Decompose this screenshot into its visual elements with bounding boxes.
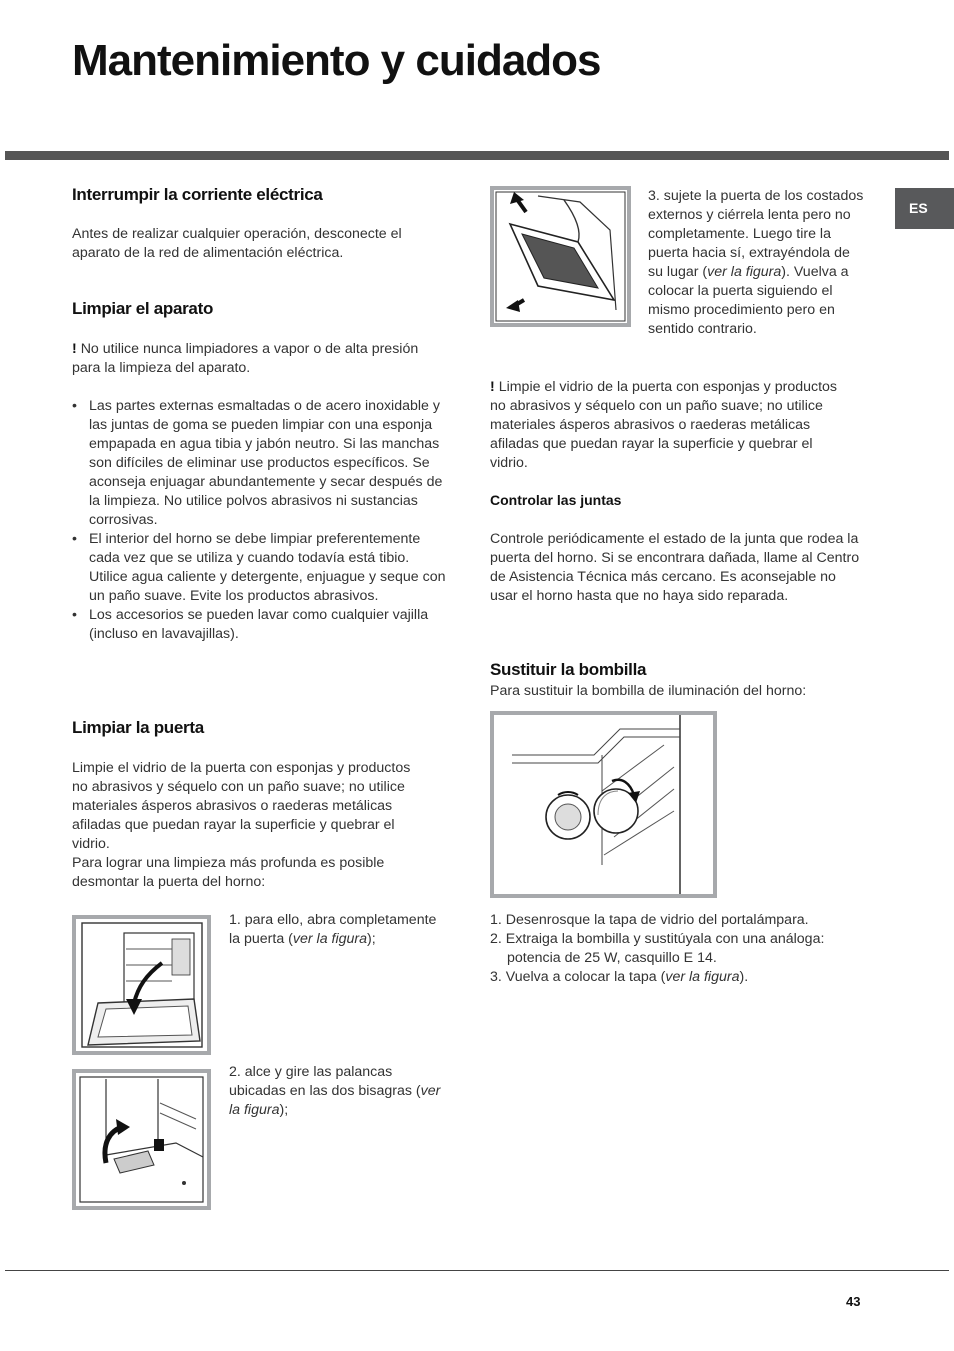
warning-glass: [490, 378, 846, 473]
paragraph-door-deep: Para lograr una limpieza más profunda es posible desmontar la puerta del horno:: [72, 855, 385, 890]
language-tab: ES: [895, 188, 954, 229]
heading-bulb: Sustituir la bombilla: [490, 660, 647, 679]
open-door-icon: [76, 919, 207, 1051]
step-2-text: 2. alce y gire las palancas ubicadas en las dos bisagras (: [229, 1064, 421, 1099]
warning-steam: [72, 340, 422, 378]
paragraph-seals: Controle periódicamente el estado de la junta que rodea la puerta del horno. Si se encontrara dañada, llame al Centro de Asistencia Técnica más cercano. Es aconsejable no usar el horno hasta que no haya sido reparada.: [490, 531, 860, 604]
paragraph-power: Antes de realizar cualquier operación, desconecte el aparato de la red de alimentación eléctrica.: [72, 226, 402, 261]
step-1: [229, 911, 444, 949]
warning-glass-text: Limpie el vidrio de la puerta con esponjas y productos no abrasivos y séquelo con un paño suave; no utilice materiales ásperos abrasivos o raederas metálicas afiladas que puedan rayar la superficie y quebrar el vidrio.: [490, 379, 838, 471]
hinge-lever-icon: [76, 1073, 207, 1206]
list-item: [490, 968, 866, 987]
list-item: • Las partes externas esmaltadas o de acero inoxidable y las juntas de goma se pueden limpiar con una esponja empapada en agua tibia y jabón neutro. Si las manchas son difíciles de eliminar use productos específicos. Se aconseja enjuagar abundantemente y secar después de la limpieza. No utilice polvos abrasivos ni sustancias corrosivas.: [72, 397, 446, 530]
list-item: 2. Extraiga la bombilla y sustitúyala con una análoga: potencia de 25 W, casquillo E 14.: [490, 931, 825, 966]
step-2-ref: ver la figura: [229, 1083, 441, 1118]
bulb-cover-icon: [494, 715, 713, 894]
footer-rule: [5, 1270, 949, 1271]
bulb-step-3-end: ).: [739, 969, 749, 985]
bulb-step-3-text: 3. Vuelva a colocar la tapa (: [490, 969, 666, 985]
step-1-end: );: [367, 931, 376, 947]
page-number: 43: [846, 1294, 861, 1309]
step-1-text: 1. para ello, abra completamente la puerta (: [229, 912, 437, 947]
bulb-step-3-ref: ver la figura: [665, 969, 740, 985]
step-1-ref: ver la figura: [292, 931, 368, 947]
step-3-ref: ver la figura: [707, 264, 782, 280]
remove-door-icon: [494, 190, 627, 323]
heading-power: Interrumpir la corriente eléctrica: [72, 185, 323, 204]
list-item: • El interior del horno se debe limpiar preferentemente cada vez que se utiliza y cuando todavía está tibio. Utilice agua caliente y detergente, enjuague y seque con un paño suave. Evite los productos abrasivos.: [72, 530, 446, 606]
list-item: • Los accesorios se pueden lavar como cualquier vajilla (incluso en lavavajillas).: [72, 606, 446, 644]
paragraph-bulb: Para sustituir la bombilla de iluminación del horno:: [490, 683, 807, 699]
step-2-end: );: [279, 1102, 289, 1118]
step-3-end: ). Vuelva a colocar la puerta siguiendo el mismo procedimiento pero en sentido contrario.: [648, 264, 849, 337]
figure-remove-door: [490, 186, 631, 327]
step-3: [648, 187, 864, 339]
bulb-steps: [490, 911, 866, 987]
header-rule: [5, 151, 949, 160]
warning-steam-text: No utilice nunca limpiadores a vapor o de alta presión para la limpieza del aparato.: [72, 341, 419, 376]
paragraph-door: Limpie el vidrio de la puerta con esponjas y productos no abrasivos y séquelo con un paño suave; no utilice materiales ásperos abrasivos o raederas metálicas afiladas que puedan rayar la superficie y quebrar el vidrio.: [72, 760, 411, 852]
warning-mark: !: [490, 379, 495, 395]
list-item: 1. Desenrosque la tapa de vidrio del portalámpara.: [490, 912, 809, 928]
page-title: Mantenimiento y cuidados: [72, 36, 601, 85]
step-2: [229, 1063, 444, 1120]
heading-seals: Controlar las juntas: [490, 492, 622, 508]
figure-open-door: [72, 915, 211, 1055]
figure-hinge-lever: [72, 1069, 211, 1210]
heading-clean-appliance: Limpiar el aparato: [72, 299, 214, 318]
warning-mark: !: [72, 341, 77, 357]
heading-clean-door: Limpiar la puerta: [72, 718, 204, 737]
step-3-text: 3. sujete la puerta de los costados externos y ciérrela lenta pero no completamente. Luego tire la puerta hacia sí, extrayéndola de su lugar (: [648, 188, 864, 280]
cleaning-list: [72, 397, 446, 644]
figure-bulb: [490, 711, 717, 898]
